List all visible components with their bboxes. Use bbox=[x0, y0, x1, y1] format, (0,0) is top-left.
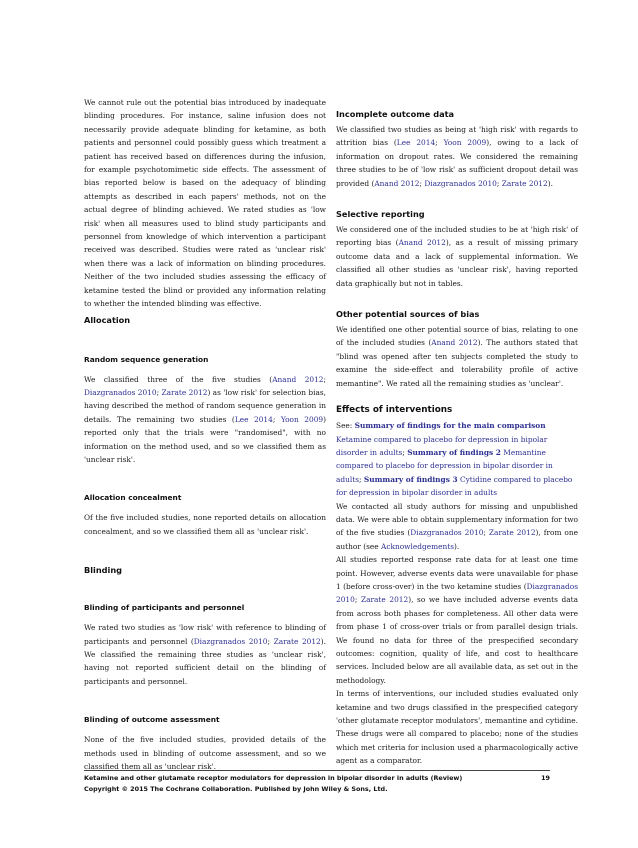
right-column bbox=[336, 108, 578, 768]
allocation-heading: Allocation bbox=[84, 314, 131, 325]
summary-of-findings-link[interactable]: Ketamine compared to placebo for depression in bipolar disorder in adults bbox=[336, 434, 548, 457]
summary-of-findings-link[interactable]: Cytidine compared to placebo for depression in bipolar disorder in adults bbox=[336, 474, 573, 498]
blinding-heading: Blinding bbox=[84, 565, 123, 576]
contact-authors-paragraph: We contacted all study authors for missing and unpublished data. We were able to obtain supplementary information for two of the five studies (Diazgranados 2010; Zarate 2012), from one author (see Acknowledgements). bbox=[336, 501, 578, 551]
blinding-outcome-paragraph: None of the five included studies, provided details of the methods used in blinding of outcome assessment, and so we classified them all as 'unclear risk'. bbox=[84, 735, 326, 771]
citation-link[interactable]: Diazgranados 2010 bbox=[84, 387, 157, 397]
incomplete-outcome-paragraph: We classified two studies as being at 'high risk' with regards to attrition bias (Lee 2014; Yoon 2009), owing to a lack of information on dropout rates. We considered the remaining three studies to be of 'low risk' as sufficient dropout detail was provided (Anand 2012; Diazgranados 2010; Zarate 2012). bbox=[336, 125, 578, 188]
citation-link[interactable]: Diazgranados 2010 bbox=[424, 178, 497, 188]
left-column bbox=[84, 96, 326, 773]
incomplete-outcome-heading: Incomplete outcome data bbox=[336, 109, 455, 119]
random-sequence-paragraph: We classified three of the five studies (Anand 2012; Diazgranados 2010; Zarate 2012) as 'low risk' for selection bias, having described the method of random sequence generation in details. The remaining two studies (Lee 2014; Yoon 2009) reported only that the trials were "randomised", with no information on the method used, and so we classified them as 'unclear risk'. bbox=[84, 374, 327, 464]
citation-link[interactable]: Diazgranados 2010 bbox=[336, 581, 578, 605]
citation-link[interactable]: Zarate 2012 bbox=[488, 528, 536, 538]
footer-divider bbox=[84, 770, 550, 771]
citation-link[interactable]: Lee 2014 bbox=[234, 414, 273, 424]
selective-reporting-paragraph: We considered one of the included studies to be at 'high risk' of reporting bias (Anand 2012), as a result of missing primary outcome data and a lack of supplemental information. We classified all other studies as 'unclear risk', having reported data graphically but not in tables. bbox=[336, 225, 579, 288]
summary-of-findings-link[interactable]: Summary of findings 2 bbox=[407, 447, 501, 457]
blinding-participants-paragraph: We rated two studies as 'low risk' with reference to blinding of participants and personnel (Diazgranados 2010; Zarate 2012). We classified the remaining three studies as 'unclear risk', having not reported sufficient detail on the blinding of participants and personnel. bbox=[84, 623, 326, 686]
blinding-intro-paragraph: We cannot rule out the potential bias introduced by inadequate blinding procedures. For instance, saline infusion does not necessarily provide adequate blinding for ketamine, as both patients and personnel could possibly guess which treatment a patient has received based on differences during the infusion, for example psychotomimetic side effects. The assessment of bias reported below is based on the adequacy of blinding attempts as described in each papers' methods, not on the actual degree of blinding achieved. We rated studies as 'low risk' when all measures used to blind study participants and personnel from knowledge of which intervention a participant received was described. Studies were rated as 'unclear risk' when there was a lack of information on blinding procedures. Neither of the two included studies assessing the efficacy of ketamine tested the blind or provided any information relating to whether the intended blinding was effective. bbox=[84, 98, 326, 309]
footer-review-title: Ketamine and other glutamate receptor modulators for depression in bipolar disorder in adults (Review) bbox=[84, 774, 463, 782]
blinding-participants-heading: Blinding of participants and personnel bbox=[84, 603, 245, 613]
citation-link[interactable]: Anand 2012 bbox=[431, 338, 478, 348]
response-rate-paragraph: All studies reported response rate data for at least one time point. However, adverse events data were unavailable for phase 1 (before cross-over) in the two ketamine studies (Diazgranados 2010; Zarate 2012), so we have included adverse events data from across both phases for completeness. All other data were from phase 1 of cross-over trials or from parallel design trials. We found no data for three of the prespecified secondary outcomes: cognition, quality of life, and cost to healthcare services. Included below are all available data, as set out in the methodology. bbox=[336, 555, 579, 685]
citation-link[interactable]: Zarate 2012 bbox=[360, 595, 409, 605]
acknowledgements-link[interactable]: Acknowledgements bbox=[381, 541, 454, 551]
footer-copyright: Copyright © 2015 The Cochrane Collaboration. Published by John Wiley & Sons, Ltd. bbox=[84, 785, 388, 793]
citation-link[interactable]: Diazgranados 2010 bbox=[410, 528, 484, 538]
random-sequence-heading: Random sequence generation bbox=[84, 354, 209, 364]
citation-link[interactable]: Anand 2012 bbox=[374, 178, 420, 188]
summary-of-findings-link[interactable]: Summary of findings for the main comparison bbox=[354, 421, 546, 431]
citation-link[interactable]: Anand 2012 bbox=[398, 238, 446, 248]
citation-link[interactable]: Yoon 2009 bbox=[280, 414, 324, 424]
citation-link[interactable]: Anand 2012 bbox=[272, 374, 324, 384]
other-bias-heading: Other potential sources of bias bbox=[336, 309, 480, 320]
summary-of-findings-link[interactable]: Memantine compared to placebo for depression in bipolar disorder in adults bbox=[336, 447, 553, 484]
citation-link[interactable]: Zarate 2012 bbox=[501, 178, 548, 188]
effects-of-interventions-heading: Effects of interventions bbox=[336, 405, 453, 416]
interventions-paragraph: In terms of interventions, our included studies evaluated only ketamine and two drugs classified in the prespecified category 'other glutamate receptor modulators', memantine and cytidine. These drugs were all compared to placebo; none of the studies which met criteria for inclusion used a pharmacologically active agent as a comparator. bbox=[336, 689, 578, 766]
citation-link[interactable]: Yoon 2009 bbox=[443, 138, 487, 148]
summary-of-findings-paragraph: See: Summary of findings for the main comparison Ketamine compared to placebo for depression in bipolar disorder in adults; Summary of findings 2 Memantine compared to placebo for depression in bipolar disorder in adults; Summary of findings 3 Cytidine compared to placebo for depression in bipolar disorder in adults bbox=[336, 421, 573, 498]
citation-link[interactable]: Zarate 2012 bbox=[161, 387, 208, 397]
allocation-concealment-paragraph: Of the five included studies, none reported details on allocation concealment, and so we classified them all as 'unclear risk'. bbox=[84, 513, 326, 536]
blinding-outcome-heading: Blinding of outcome assessment bbox=[84, 715, 220, 725]
other-bias-paragraph: We identified one other potential source of bias, relating to one of the included studies (Anand 2012). The authors stated that "blind was opened after ten subjects completed the study to examine the side-effect and tolerability profile of active memantine". We rated all the remaining studies as 'unclear'. bbox=[336, 325, 578, 388]
page-number: 19 bbox=[541, 774, 550, 782]
summary-of-findings-link[interactable]: Summary of findings 3 bbox=[363, 474, 458, 484]
selective-reporting-heading: Selective reporting bbox=[336, 209, 425, 220]
allocation-concealment-heading: Allocation concealment bbox=[84, 493, 182, 503]
citation-link[interactable]: Zarate 2012 bbox=[273, 636, 321, 646]
citation-link[interactable]: Lee 2014 bbox=[396, 138, 436, 148]
citation-link[interactable]: Diazgranados 2010 bbox=[193, 636, 268, 646]
